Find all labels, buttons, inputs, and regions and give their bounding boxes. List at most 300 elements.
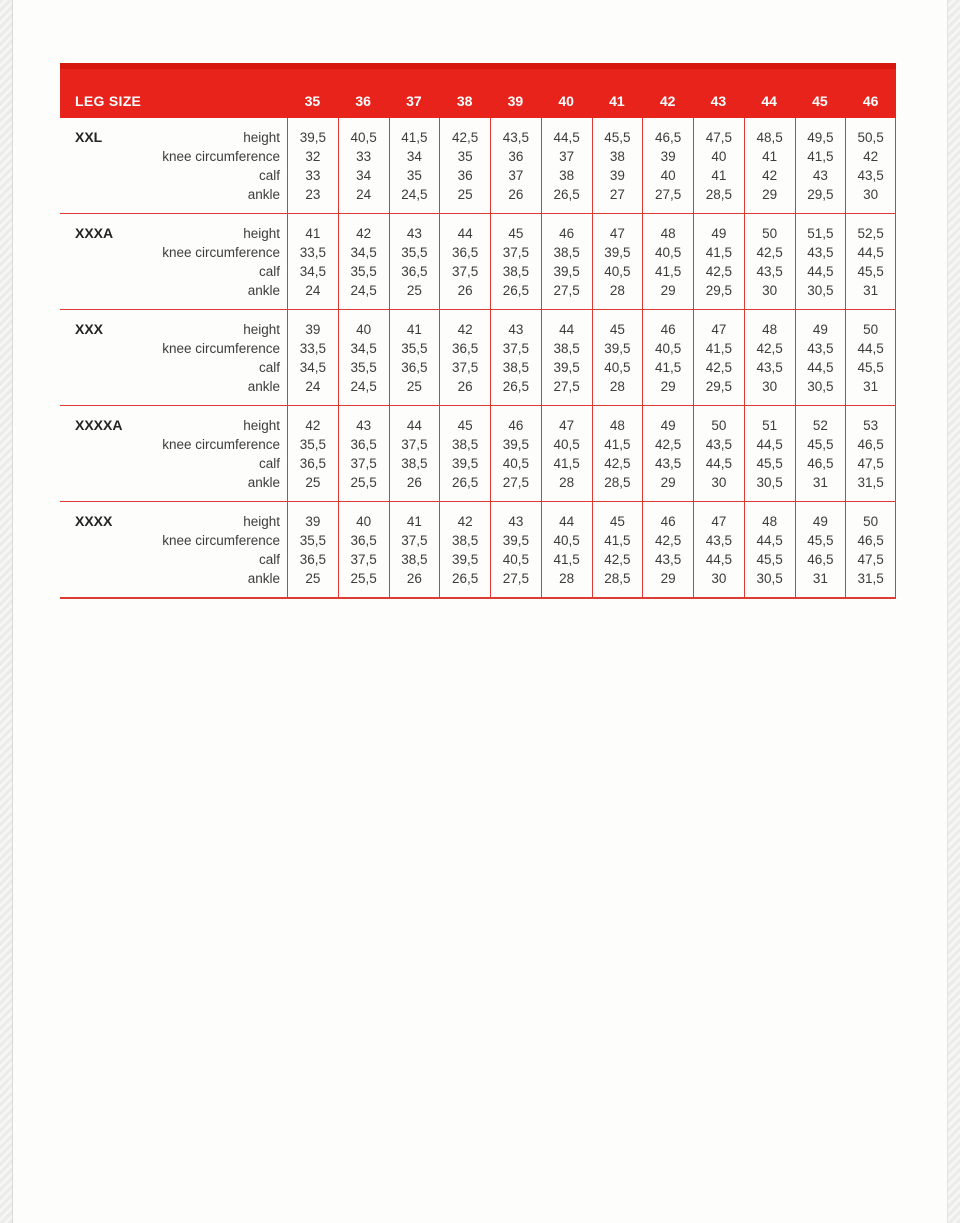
measurement-label: ankle — [247, 379, 280, 394]
value-cell: 43,5 — [744, 358, 795, 377]
value-cell: 23 — [287, 185, 338, 213]
measurement-label: height — [243, 418, 280, 433]
table-row — [60, 262, 896, 281]
value-cell: 50 — [845, 502, 896, 531]
table-row — [60, 166, 896, 185]
value-cell: 39,5 — [439, 550, 490, 569]
value-cell: 47,5 — [845, 550, 896, 569]
value-cell: 40,5 — [490, 454, 541, 473]
value-cell: 37 — [541, 147, 592, 166]
value-cell: 25 — [287, 473, 338, 501]
value-cell: 24 — [287, 377, 338, 405]
row-label-cell — [60, 358, 287, 377]
table-row — [60, 531, 896, 550]
value-cell: 41 — [287, 214, 338, 243]
column-header: 35 — [304, 93, 321, 109]
value-cell: 33,5 — [287, 339, 338, 358]
value-cell: 38 — [541, 166, 592, 185]
value-cell: 25 — [439, 185, 490, 213]
page-edge-texture-right — [947, 0, 960, 1223]
value-cell: 44,5 — [693, 454, 744, 473]
value-cell: 41 — [693, 166, 744, 185]
value-cell: 39,5 — [287, 118, 338, 147]
row-label-cell — [60, 339, 287, 358]
value-cell: 38,5 — [490, 358, 541, 377]
value-cell: 43,5 — [693, 531, 744, 550]
value-cell: 28 — [541, 473, 592, 501]
value-cell: 35,5 — [338, 358, 389, 377]
value-cell: 42,5 — [693, 358, 744, 377]
value-cell: 31,5 — [845, 473, 896, 501]
value-cell: 27 — [592, 185, 643, 213]
size-group-name: XXXXA — [75, 417, 123, 433]
value-cell: 38,5 — [439, 531, 490, 550]
value-cell: 44,5 — [795, 358, 846, 377]
value-cell: 41,5 — [795, 147, 846, 166]
value-cell: 28,5 — [592, 569, 643, 597]
value-cell: 42,5 — [592, 550, 643, 569]
measurement-label: knee circumference — [162, 341, 280, 356]
column-header: 46 — [862, 93, 879, 109]
value-cell: 47 — [592, 214, 643, 243]
value-cell: 48 — [642, 214, 693, 243]
value-cell: 45 — [490, 214, 541, 243]
value-cell: 30 — [845, 185, 896, 213]
size-group-name: XXL — [75, 129, 103, 145]
value-cell: 50 — [744, 214, 795, 243]
value-cell: 49 — [693, 214, 744, 243]
value-cell: 28,5 — [693, 185, 744, 213]
value-cell: 41 — [744, 147, 795, 166]
value-cell: 43,5 — [642, 454, 693, 473]
value-cell: 37 — [490, 166, 541, 185]
column-header: 38 — [456, 93, 473, 109]
value-cell: 28 — [592, 377, 643, 405]
value-cell: 43,5 — [795, 243, 846, 262]
value-cell: 26,5 — [541, 185, 592, 213]
table-header-row — [60, 63, 896, 118]
value-cell: 36 — [490, 147, 541, 166]
size-group-xxxa — [60, 213, 896, 309]
value-cell: 46 — [642, 310, 693, 339]
size-group-name: XXXX — [75, 513, 113, 529]
value-cell: 39,5 — [439, 454, 490, 473]
value-cell: 37,5 — [490, 339, 541, 358]
value-cell: 44 — [541, 310, 592, 339]
value-cell: 41,5 — [693, 339, 744, 358]
value-cell: 41,5 — [389, 118, 440, 147]
measurement-label: calf — [258, 360, 280, 375]
table-row — [60, 435, 896, 454]
measurement-label: ankle — [247, 187, 280, 202]
value-cell: 34 — [389, 147, 440, 166]
value-cell: 46 — [541, 214, 592, 243]
row-label-cell — [60, 473, 287, 501]
column-header: 37 — [406, 93, 422, 109]
row-label-cell — [60, 435, 287, 454]
value-cell: 48,5 — [744, 118, 795, 147]
value-cell: 34,5 — [287, 262, 338, 281]
value-cell: 42 — [439, 502, 490, 531]
value-cell: 40 — [693, 147, 744, 166]
value-cell: 31 — [795, 473, 846, 501]
value-cell: 41,5 — [642, 358, 693, 377]
value-cell: 40,5 — [490, 550, 541, 569]
value-cell: 42,5 — [642, 531, 693, 550]
value-cell: 26 — [439, 377, 490, 405]
value-cell: 41,5 — [541, 550, 592, 569]
value-cell: 29 — [642, 281, 693, 309]
value-cell: 43,5 — [490, 118, 541, 147]
value-cell: 36,5 — [287, 454, 338, 473]
value-cell: 44,5 — [795, 262, 846, 281]
value-cell: 43,5 — [693, 435, 744, 454]
table-row — [60, 214, 896, 243]
table-row — [60, 454, 896, 473]
measurement-label: knee circumference — [162, 149, 280, 164]
value-cell: 29,5 — [693, 281, 744, 309]
measurement-label: knee circumference — [162, 533, 280, 548]
page-edge-texture-left — [0, 0, 13, 1223]
value-cell: 35,5 — [389, 243, 440, 262]
measurement-label: height — [243, 514, 280, 529]
table-row — [60, 310, 896, 339]
value-cell: 30,5 — [795, 281, 846, 309]
row-label-cell — [60, 550, 287, 569]
value-cell: 30 — [744, 281, 795, 309]
value-cell: 27,5 — [490, 473, 541, 501]
value-cell: 24,5 — [338, 377, 389, 405]
measurement-label: height — [243, 322, 280, 337]
value-cell: 30,5 — [744, 473, 795, 501]
value-cell: 45,5 — [845, 262, 896, 281]
value-cell: 43 — [490, 502, 541, 531]
table-row — [60, 406, 896, 435]
measurement-label: calf — [258, 552, 280, 567]
value-cell: 46,5 — [845, 531, 896, 550]
value-cell: 35,5 — [338, 262, 389, 281]
value-cell: 36,5 — [287, 550, 338, 569]
value-cell: 39,5 — [541, 262, 592, 281]
value-cell: 36,5 — [338, 435, 389, 454]
value-cell: 46,5 — [795, 550, 846, 569]
value-cell: 30 — [744, 377, 795, 405]
column-header: 36 — [355, 93, 371, 109]
value-cell: 33 — [338, 147, 389, 166]
row-label-cell — [60, 502, 287, 531]
value-cell: 41,5 — [541, 454, 592, 473]
size-group-xxxx — [60, 501, 896, 597]
value-cell: 47 — [541, 406, 592, 435]
value-cell: 45,5 — [845, 358, 896, 377]
value-cell: 50 — [845, 310, 896, 339]
value-cell: 44 — [439, 214, 490, 243]
value-cell: 45 — [592, 502, 643, 531]
value-cell: 44 — [389, 406, 440, 435]
value-cell: 31 — [845, 377, 896, 405]
value-cell: 24 — [287, 281, 338, 309]
measurement-label: calf — [258, 168, 280, 183]
value-cell: 42,5 — [744, 339, 795, 358]
value-cell: 29,5 — [795, 185, 846, 213]
value-cell: 43 — [338, 406, 389, 435]
value-cell: 45,5 — [744, 454, 795, 473]
value-cell: 47 — [693, 502, 744, 531]
value-cell: 37,5 — [439, 358, 490, 377]
value-cell: 48 — [592, 406, 643, 435]
value-cell: 26,5 — [490, 377, 541, 405]
value-cell: 41,5 — [592, 531, 643, 550]
value-cell: 24 — [338, 185, 389, 213]
row-label-cell — [60, 185, 287, 213]
column-header: 40 — [558, 93, 574, 109]
value-cell: 38,5 — [389, 454, 440, 473]
table-title: LEG SIZE — [75, 93, 142, 109]
value-cell: 39,5 — [592, 243, 643, 262]
value-cell: 37,5 — [338, 454, 389, 473]
value-cell: 45,5 — [592, 118, 643, 147]
value-cell: 34,5 — [287, 358, 338, 377]
value-cell: 47,5 — [693, 118, 744, 147]
value-cell: 35,5 — [287, 531, 338, 550]
value-cell: 27,5 — [541, 281, 592, 309]
value-cell: 31 — [795, 569, 846, 597]
row-label-cell — [60, 166, 287, 185]
value-cell: 29 — [642, 473, 693, 501]
value-cell: 40,5 — [541, 435, 592, 454]
value-cell: 43,5 — [744, 262, 795, 281]
value-cell: 24,5 — [338, 281, 389, 309]
value-cell: 41 — [389, 502, 440, 531]
value-cell: 37,5 — [338, 550, 389, 569]
value-cell: 41,5 — [592, 435, 643, 454]
value-cell: 37,5 — [389, 435, 440, 454]
value-cell: 44 — [541, 502, 592, 531]
value-cell: 46 — [490, 406, 541, 435]
value-cell: 47,5 — [845, 454, 896, 473]
measurement-label: height — [243, 226, 280, 241]
table-row — [60, 569, 896, 597]
value-cell: 38 — [592, 147, 643, 166]
value-cell: 28 — [592, 281, 643, 309]
value-cell: 46 — [642, 502, 693, 531]
size-group-xxxxa — [60, 405, 896, 501]
value-cell: 25 — [287, 569, 338, 597]
column-header: 41 — [609, 93, 625, 109]
row-label-cell — [60, 310, 287, 339]
value-cell: 26 — [389, 473, 440, 501]
value-cell: 26 — [490, 185, 541, 213]
value-cell: 52 — [795, 406, 846, 435]
value-cell: 35 — [389, 166, 440, 185]
value-cell: 38,5 — [439, 435, 490, 454]
value-cell: 44,5 — [845, 243, 896, 262]
table-row — [60, 502, 896, 531]
value-cell: 26 — [389, 569, 440, 597]
value-cell: 35,5 — [389, 339, 440, 358]
value-cell: 35 — [439, 147, 490, 166]
row-label-cell — [60, 569, 287, 597]
value-cell: 50,5 — [845, 118, 896, 147]
value-cell: 42,5 — [693, 262, 744, 281]
value-cell: 44,5 — [744, 435, 795, 454]
measurement-label: calf — [258, 456, 280, 471]
table-row — [60, 243, 896, 262]
measurement-label: knee circumference — [162, 245, 280, 260]
value-cell: 43,5 — [642, 550, 693, 569]
value-cell: 45,5 — [744, 550, 795, 569]
value-cell: 36,5 — [389, 358, 440, 377]
value-cell: 28 — [541, 569, 592, 597]
value-cell: 41,5 — [693, 243, 744, 262]
value-cell: 43 — [389, 214, 440, 243]
value-cell: 40,5 — [642, 243, 693, 262]
row-label-cell — [60, 262, 287, 281]
row-label-cell — [60, 118, 287, 147]
value-cell: 25 — [389, 377, 440, 405]
value-cell: 29 — [642, 569, 693, 597]
value-cell: 48 — [744, 502, 795, 531]
value-cell: 45 — [439, 406, 490, 435]
value-cell: 40,5 — [592, 262, 643, 281]
value-cell: 46,5 — [845, 435, 896, 454]
value-cell: 37,5 — [490, 243, 541, 262]
value-cell: 40,5 — [592, 358, 643, 377]
value-cell: 38,5 — [541, 243, 592, 262]
value-cell: 34 — [338, 166, 389, 185]
value-cell: 37,5 — [439, 262, 490, 281]
value-cell: 30,5 — [795, 377, 846, 405]
value-cell: 47 — [693, 310, 744, 339]
size-group-xxl — [60, 118, 896, 213]
column-header: 39 — [507, 93, 524, 109]
value-cell: 50 — [693, 406, 744, 435]
measurement-label: ankle — [247, 571, 280, 586]
value-cell: 40 — [338, 310, 389, 339]
value-cell: 31 — [845, 281, 896, 309]
value-cell: 39 — [287, 310, 338, 339]
value-cell: 36,5 — [439, 243, 490, 262]
value-cell: 39,5 — [490, 435, 541, 454]
value-cell: 26,5 — [439, 473, 490, 501]
value-cell: 29 — [744, 185, 795, 213]
value-cell: 25,5 — [338, 569, 389, 597]
column-header: 42 — [659, 93, 676, 109]
value-cell: 33 — [287, 166, 338, 185]
value-cell: 39,5 — [592, 339, 643, 358]
value-cell: 44,5 — [744, 531, 795, 550]
value-cell: 45,5 — [795, 435, 846, 454]
value-cell: 27,5 — [642, 185, 693, 213]
table-row — [60, 147, 896, 166]
value-cell: 42 — [287, 406, 338, 435]
value-cell: 26,5 — [490, 281, 541, 309]
table-row — [60, 377, 896, 405]
row-label-cell — [60, 531, 287, 550]
value-cell: 29,5 — [693, 377, 744, 405]
value-cell: 49,5 — [795, 118, 846, 147]
value-cell: 49 — [642, 406, 693, 435]
value-cell: 33,5 — [287, 243, 338, 262]
value-cell: 40 — [642, 166, 693, 185]
column-header: 43 — [710, 93, 727, 109]
table-row — [60, 118, 896, 147]
value-cell: 53 — [845, 406, 896, 435]
value-cell: 27,5 — [490, 569, 541, 597]
value-cell: 27,5 — [541, 377, 592, 405]
value-cell: 44,5 — [845, 339, 896, 358]
measurement-label: height — [243, 130, 280, 145]
row-label-cell — [60, 147, 287, 166]
value-cell: 42 — [744, 166, 795, 185]
row-label-cell — [60, 406, 287, 435]
value-cell: 39,5 — [541, 358, 592, 377]
value-cell: 40 — [338, 502, 389, 531]
scanned-sheet — [13, 0, 947, 1223]
value-cell: 42 — [439, 310, 490, 339]
value-cell: 30 — [693, 569, 744, 597]
size-group-name: XXX — [75, 321, 104, 337]
value-cell: 46,5 — [642, 118, 693, 147]
value-cell: 51 — [744, 406, 795, 435]
table-row — [60, 550, 896, 569]
value-cell: 39,5 — [490, 531, 541, 550]
size-group-xxx — [60, 309, 896, 405]
leg-size-table — [60, 63, 896, 599]
value-cell: 39 — [287, 502, 338, 531]
value-cell: 42 — [845, 147, 896, 166]
value-cell: 25,5 — [338, 473, 389, 501]
measurement-label: calf — [258, 264, 280, 279]
value-cell: 36,5 — [338, 531, 389, 550]
value-cell: 40,5 — [338, 118, 389, 147]
value-cell: 39 — [642, 147, 693, 166]
value-cell: 26 — [439, 281, 490, 309]
value-cell: 38,5 — [490, 262, 541, 281]
table-row — [60, 358, 896, 377]
value-cell: 31,5 — [845, 569, 896, 597]
value-cell: 49 — [795, 310, 846, 339]
value-cell: 24,5 — [389, 185, 440, 213]
value-cell: 30,5 — [744, 569, 795, 597]
value-cell: 25 — [389, 281, 440, 309]
value-cell: 45 — [592, 310, 643, 339]
value-cell: 52,5 — [845, 214, 896, 243]
value-cell: 39 — [592, 166, 643, 185]
value-cell: 36,5 — [389, 262, 440, 281]
value-cell: 44,5 — [541, 118, 592, 147]
measurement-label: ankle — [247, 283, 280, 298]
value-cell: 42,5 — [744, 243, 795, 262]
row-label-cell — [60, 454, 287, 473]
value-cell: 28,5 — [592, 473, 643, 501]
table-row — [60, 281, 896, 309]
value-cell: 29 — [642, 377, 693, 405]
value-cell: 43,5 — [845, 166, 896, 185]
value-cell: 40,5 — [642, 339, 693, 358]
column-header: 44 — [761, 93, 777, 109]
value-cell: 43 — [490, 310, 541, 339]
value-cell: 46,5 — [795, 454, 846, 473]
value-cell: 44,5 — [693, 550, 744, 569]
measurement-label: ankle — [247, 475, 280, 490]
row-label-cell — [60, 377, 287, 405]
value-cell: 42 — [338, 214, 389, 243]
value-cell: 42,5 — [642, 435, 693, 454]
value-cell: 35,5 — [287, 435, 338, 454]
table-row — [60, 185, 896, 213]
value-cell: 34,5 — [338, 339, 389, 358]
